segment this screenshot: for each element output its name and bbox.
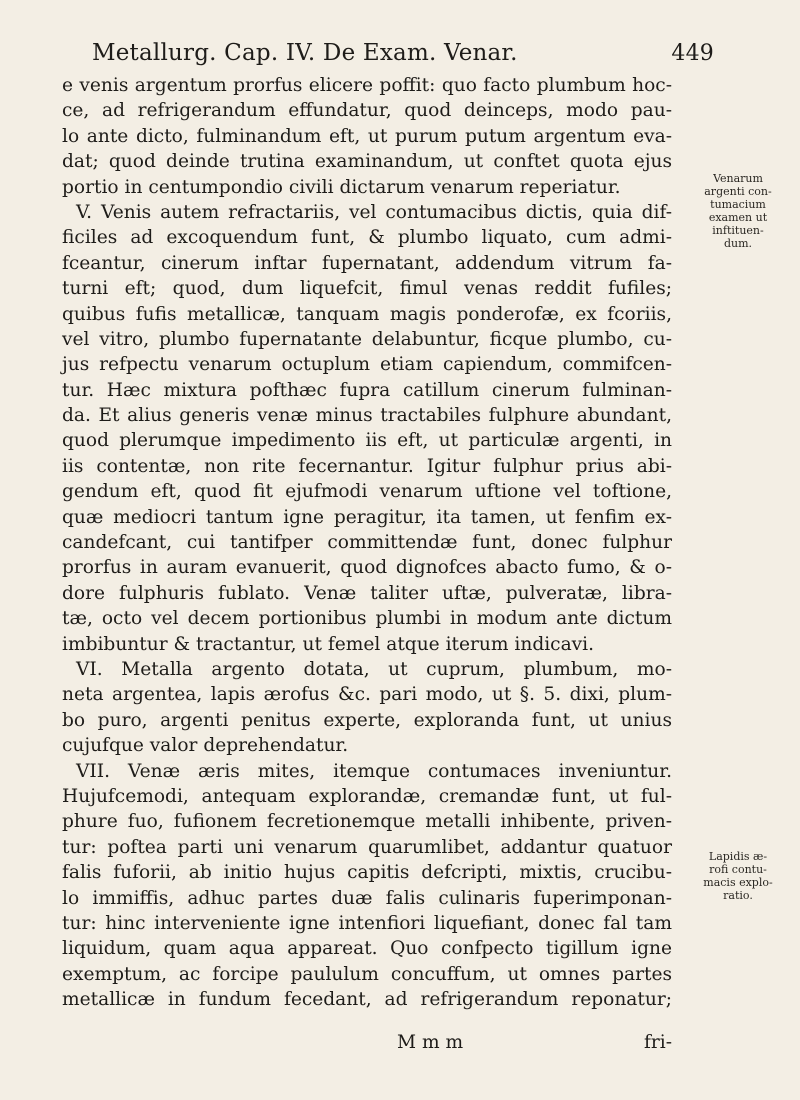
text-line: iis contentæ, non rite fecernantur. Igitur fulphur prius abi-	[62, 455, 672, 477]
text-line: lo immiffis, adhuc partes duæ falis culinaris fuperimponan-	[62, 887, 672, 909]
running-title: Metallurg. Cap. IV. De Exam. Venar.	[92, 40, 518, 66]
text-line: turni eft; quod, dum liquefcit, fimul venas reddit fufiles;	[62, 278, 672, 300]
text-line: metallicæ in fundum fecedant, ad refrigerandum reponatur;	[62, 989, 672, 1011]
margin-note-line: macis explo-	[703, 876, 773, 889]
margin-note-venarum	[688, 172, 788, 250]
margin-note-line: ratio.	[723, 889, 753, 902]
margin-note-line: dum.	[723, 237, 753, 250]
margin-note-line: Venarum	[713, 172, 763, 185]
text-line: liquidum, quam aqua appareat. Quo confpecto tigillum igne	[62, 938, 672, 960]
text-line: gendum eft, quod fit ejufmodi venarum uftione vel toftione,	[62, 481, 672, 503]
text-line: quæ mediocri tantum igne peragitur, ita tamen, ut fenfim ex-	[62, 506, 672, 528]
text-line: VI. Metalla argento dotata, ut cuprum, plumbum, mo-	[76, 658, 672, 680]
catchword: fri-	[644, 1032, 672, 1054]
running-header	[92, 40, 714, 66]
margin-note-line: Lapidis æ-	[708, 850, 768, 863]
text-line: quibus fufis metallicæ, tanquam magis ponderofæ, ex fcoriis,	[62, 303, 672, 325]
page-number: 449	[671, 41, 714, 66]
text-line: neta argentea, lapis ærofus &c. pari modo, ut §. 5. dixi, plum-	[62, 684, 672, 706]
text-line: ficiles ad excoquendum funt, & plumbo liquato, cum admi-	[62, 227, 672, 249]
text-line: tur: poftea parti uni venarum quarumlibet, addantur quatuor	[62, 836, 672, 858]
margin-note-line: rofi contu-	[709, 863, 767, 876]
text-line: exemptum, ac forcipe paululum concuffum, ut omnes partes	[62, 963, 672, 985]
text-line: ce, ad refrigerandum effundatur, quod deinceps, modo pau-	[62, 100, 672, 122]
text-line: jus refpectu venarum octuplum etiam capiendum, commifcen-	[62, 354, 672, 376]
margin-note-line: tumacium	[710, 198, 766, 211]
text-line: da. Et alius generis venæ minus tractabiles fulphure abundant,	[62, 405, 672, 427]
text-line: vel vitro, plumbo fupernatante delabuntur, ficque plumbo, cu-	[62, 328, 672, 350]
signature-mark: M m m	[397, 1032, 464, 1054]
text-line: dat; quod deinde trutina examinandum, ut conftet quota ejus	[62, 151, 672, 173]
margin-note-line: argenti con-	[704, 185, 772, 198]
text-line: lo ante dicto, fulminandum eft, ut purum putum argentum eva-	[62, 125, 672, 147]
text-line: e venis argentum prorfus elicere poffit: quo facto plumbum hoc-	[62, 75, 672, 96]
main-text	[62, 73, 672, 1054]
text-line: imbibuntur & tractantur, ut femel atque iterum indicavi.	[62, 633, 595, 655]
margin-note-lapidis	[688, 850, 788, 902]
text-line: Hujufcemodi, antequam explorandæ, cremandæ funt, ut ful-	[62, 785, 672, 807]
text-line: quod plerumque impedimento iis eft, ut particulæ argenti, in	[62, 430, 672, 452]
margin-note-line: examen ut	[708, 211, 768, 224]
text-line: candefcant, cui tantifper committendæ funt, donec fulphur	[62, 532, 672, 554]
text-line: cujufque valor deprehendatur.	[62, 735, 349, 757]
text-line: tur: hinc interveniente igne intenfiori liquefiant, donec fal tam	[62, 912, 672, 934]
margin-note-line: inftituen-	[712, 224, 764, 237]
text-line: V. Venis autem refractariis, vel contumacibus dictis, quia dif-	[76, 201, 672, 223]
text-line: tur. Hæc mixtura pofthæc fupra catillum cinerum fulminan-	[62, 379, 672, 401]
page-footer	[62, 1012, 672, 1054]
text-line: dore fulphuris fublato. Venæ taliter uftæ, pulveratæ, libra-	[62, 582, 672, 604]
text-line: phure fuo, fufionem fecretionemque metalli inhibente, priven-	[62, 811, 672, 833]
text-line: prorfus in auram evanuerit, quod dignofces abacto fumo, & o-	[62, 557, 672, 579]
text-line: bo puro, argenti penitus experte, exploranda funt, ut unius	[62, 709, 672, 731]
text-line: tæ, octo vel decem portionibus plumbi in modum ante dictum	[62, 608, 672, 630]
text-line: falis fuforii, ab initio hujus capitis defcripti, mixtis, crucibu-	[62, 862, 672, 884]
text-line: portio in centumpondio civili dictarum venarum reperiatur.	[62, 176, 621, 198]
text-line: VII. Venæ æris mites, itemque contumaces inveniuntur.	[76, 760, 672, 782]
text-line: fceantur, cinerum inftar fupernatant, addendum vitrum fa-	[62, 252, 672, 274]
